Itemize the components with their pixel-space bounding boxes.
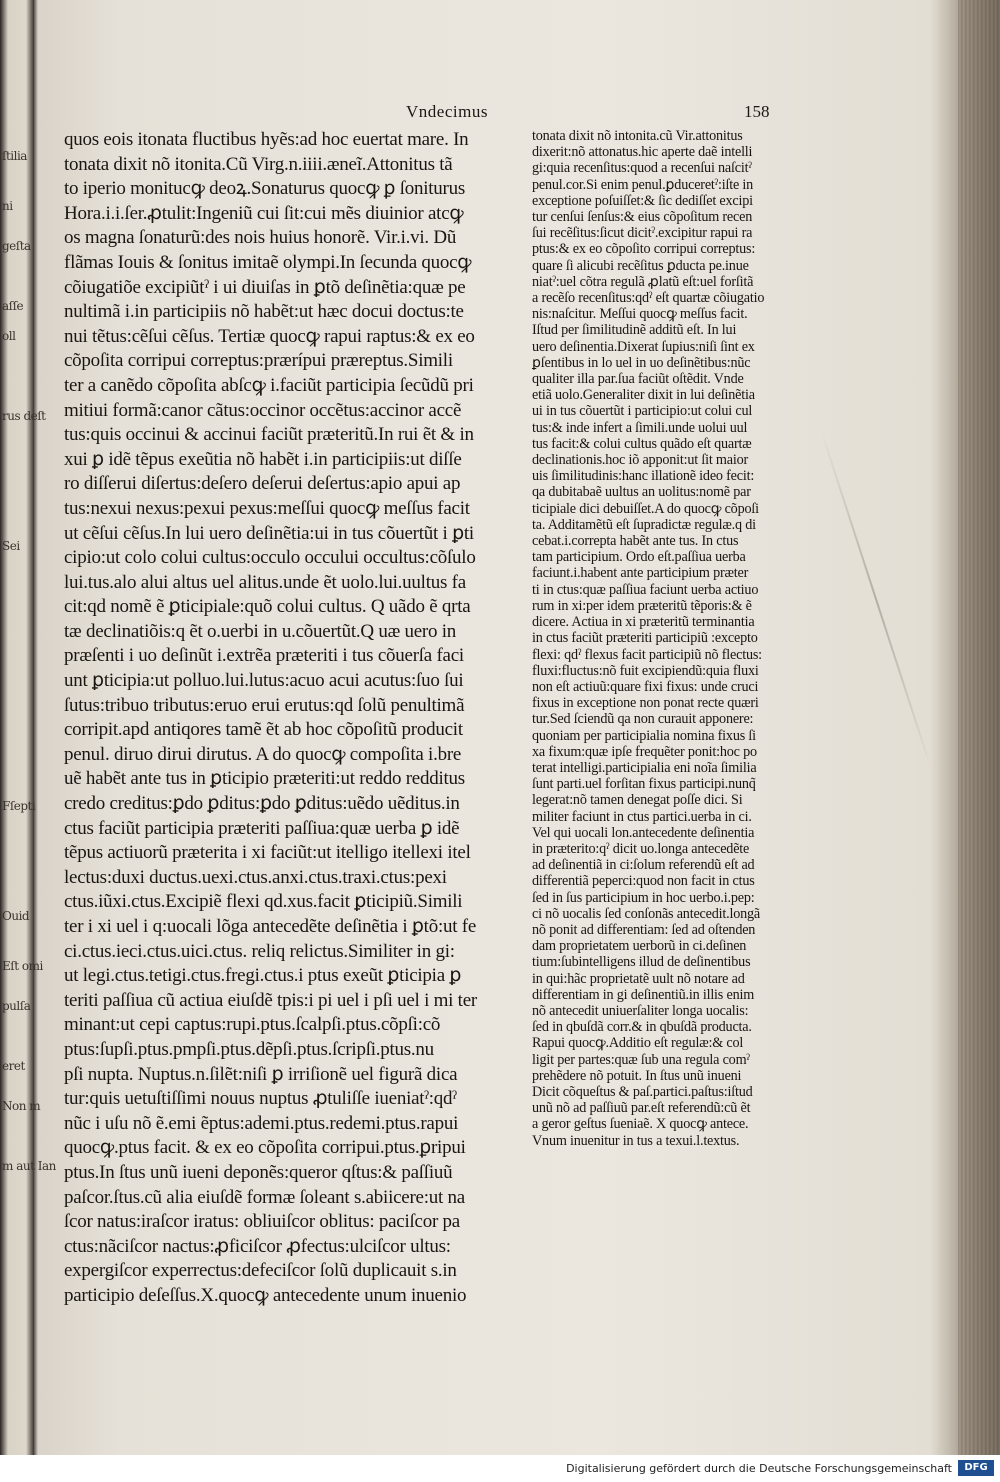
text-line: corripit.apd antiqores tamẽ ẽt ab hoc cõpoſitũ producit bbox=[64, 719, 463, 741]
facing-page-fragment: Fſepti bbox=[2, 799, 36, 813]
text-line: unũ nõ ad paſſiuũ par.eſt referendũ:cũ ẽt bbox=[532, 1100, 751, 1117]
text-line: flexi: qdˀ flexus facit participiũ nõ flectus: bbox=[532, 646, 762, 663]
text-line: qualiter illa par.ſua faciũt oſtẽdit. Vnde bbox=[532, 371, 744, 388]
text-line: Vnum inuenitur in tus a texui.l.textus. bbox=[532, 1132, 740, 1149]
text-line: in ctus faciũt præteriti participiũ :excepto bbox=[532, 630, 758, 647]
facing-page-fragment: oll bbox=[2, 329, 16, 343]
text-line: tur:quis uetuſtiſſimi nouus nuptus ꝓtuliſſe iueniatˀ:qdˀ bbox=[64, 1088, 457, 1110]
facing-page-fragment: Sei bbox=[2, 539, 20, 553]
text-line: tur cenſui ſenſus:& eius cõpoſitum recen bbox=[532, 209, 753, 226]
facing-page-fragment: Non m bbox=[2, 1099, 41, 1113]
text-line: ut cẽſui cẽſus.In lui uero deſinẽtia:ui in tus cõuertũt i ꝑti bbox=[64, 522, 474, 544]
text-line: prehẽdere nõ potuit. In ſtus unũ inueni bbox=[532, 1067, 742, 1084]
facing-page-edge bbox=[0, 0, 56, 1455]
text-line: xa fixum:quæ ipſe frequẽter ponit:hoc po bbox=[532, 743, 757, 760]
facing-page-fragment: Ouid bbox=[2, 909, 30, 923]
text-line: non eſt actiuũ:quare fixi fixus: unde cruci bbox=[532, 678, 759, 695]
facing-page-fragment: ni bbox=[2, 199, 13, 213]
text-line: penul.cor.Si enim penul.ꝑduceretˀ:iſte in bbox=[532, 176, 754, 193]
text-line: participio deſeſſus.X.quocꝙ antecedente unum inuenio bbox=[64, 1284, 467, 1306]
text-line: in præterito:qˀ dicit uo.longa antecedẽte bbox=[532, 840, 750, 857]
text-line: ſed in qbuſdã corr.& in qbuſdã producta. bbox=[532, 1019, 752, 1036]
text-line: gi:quia recenſitus:quod a recenſui naſcitˀ bbox=[532, 160, 752, 177]
text-line: ſui recẽſitus:ſicut dicitˀ.excipitur rapui ra bbox=[532, 225, 753, 242]
folio-number: 158 bbox=[744, 102, 770, 121]
text-line: ptus.In ſtus unũ iueni deponẽs:queror qſtus:& paſſiuũ bbox=[64, 1161, 453, 1183]
text-line: mitiui formã:canor cãtus:occinor occẽtus:accinor accẽ bbox=[64, 399, 462, 421]
text-line: differentiam in gi deſinentiũ.in illis enim bbox=[532, 986, 755, 1003]
text-line: in qui:hãc proprietatẽ uult nõ notare ad bbox=[532, 970, 745, 987]
text-line: militer faciunt in ctus partici.uerba in ci. bbox=[532, 808, 752, 825]
footer-credit: Digitalisierung gefördert durch die Deutsche Forschungsgemeinschaft bbox=[566, 1462, 952, 1475]
text-line: os magna ſonaturũ:des nois huius honorẽ. Vir.i.vi. Dũ bbox=[64, 227, 457, 249]
text-line: nõ antecedit uniuerſaliter longa uocalis: bbox=[532, 1002, 749, 1019]
text-line: tus:& inde infert a ſimili.unde uolui uul bbox=[532, 419, 748, 436]
text-line: dicere. Actiua in xi præteritũ terminantia bbox=[532, 614, 755, 631]
facing-page-fragment: aſſe bbox=[2, 299, 24, 313]
text-line: rum in xi:per idem præteritũ tẽporis:& ẽ bbox=[532, 597, 752, 614]
text-line: ꝑſentibus in lo uel in uo deſinẽtibus:nũc bbox=[532, 354, 751, 371]
digitization-footer bbox=[0, 1455, 1000, 1482]
text-line: ſutus:tribuo tributus:eruo erui erutus:qd ſolũ penultimã bbox=[64, 694, 465, 716]
running-title: Vndecimus bbox=[406, 102, 488, 121]
text-line: terat intelligi.participialia eni noĩa ſimilia bbox=[532, 759, 757, 776]
text-line: Iſtud per ſimilitudinẽ additũ eſt. In lui bbox=[532, 322, 737, 339]
facing-page-fragment: m aut Ian bbox=[2, 1159, 56, 1173]
text-line: lectus:duxi ductus.uexi.ctus.anxi.ctus.traxi.ctus:pexi bbox=[64, 866, 447, 888]
facing-page-fragment: Eſt omi bbox=[2, 959, 43, 973]
text-line: Hora.i.i.ſer.ꝓtulit:Ingeniũ cui ſit:cui mẽs diuinior atcꝙ bbox=[64, 202, 464, 224]
text-line: ui in tus cõuertũt i participio:ut colui cul bbox=[532, 403, 753, 420]
text-line: lui.tus.alo alui altus uel alitus.unde ẽt uolo.lui.uultus fa bbox=[64, 571, 466, 593]
text-line: cit:qd nomẽ ẽ ꝑticipiale:quõ colui cultus. Q uãdo ẽ qrta bbox=[64, 596, 471, 618]
text-line: quoniam per participialia nomina fixus ſi bbox=[532, 727, 756, 744]
facing-page-fragment: eret bbox=[2, 1059, 25, 1073]
text-line: tur.Sed ſciendũ qa non curauit apponere: bbox=[532, 711, 754, 728]
text-line: etiã uolo.Generaliter dixit in lui deſinẽtia bbox=[532, 387, 755, 404]
facing-page-fragment: geſta bbox=[2, 239, 31, 253]
text-line: dixerit:nõ attonatus.hic aperte daẽ intelli bbox=[532, 144, 753, 161]
text-line: a geror geſtus ſueniaẽ. X quocꝙ antece. bbox=[532, 1116, 749, 1133]
text-line: expergiſcor experrectus:defeciſcor ſolũ duplicauit s.in bbox=[64, 1260, 457, 1282]
text-line: uis ſimilitudinis:hanc illationẽ ideo fecit: bbox=[532, 468, 755, 485]
text-line: legerat:nõ tamen denegat poſſe dici. Si bbox=[532, 792, 743, 809]
text-line: a recẽſo recenſitus:qdˀ eſt quartæ cõiugatio bbox=[532, 290, 765, 307]
text-line: nultimã i.in participiis nõ habẽt:ut hæc docui doctus:te bbox=[64, 301, 464, 323]
facing-page-fragment: pulſa bbox=[2, 999, 31, 1013]
text-line: ticipiale dici debuiſſet.A do quocꝙ cõpoſi bbox=[532, 500, 759, 517]
text-line: ci.ctus.ieci.ctus.uici.ctus. reliq relictus.Similiter in gi: bbox=[64, 940, 455, 962]
text-line: uẽ habẽt ante tus in ꝑticipio præteriti:ut reddo redditus bbox=[64, 768, 465, 790]
text-line: ptus:& ex eo cõpoſito corripui correptus: bbox=[532, 241, 756, 258]
text-line: quare ſi alicubi recẽſitus ꝑducta pe.inue bbox=[532, 257, 749, 274]
text-line: exceptione poſuiſſet:& ſic dediſſet excipi bbox=[532, 192, 753, 209]
text-line: cipio:ut colo colui cultus:occulo occului occultus:cõſulo bbox=[64, 547, 476, 569]
text-line: nõ ponit ad differentiam: ſed ad oſtenden bbox=[532, 921, 756, 938]
text-line: tẽpus actiuorũ præterita i xi faciũt:ut itelligo itellexi itel bbox=[64, 842, 471, 864]
text-line: ut legi.ctus.tetigi.ctus.fregi.ctus.i ptus exeũt ꝑticipia ꝑ bbox=[64, 965, 462, 987]
text-line: unt ꝑticipia:ut polluo.lui.lutus:acuo acui acutus:ſuo ſui bbox=[64, 670, 464, 692]
text-line: ta. Additamẽtũ eſt ſupradictæ regulæ.q di bbox=[532, 516, 756, 533]
text-line: minant:ut cepi captus:rupi.ptus.ſcalpſi.ptus.cõpſi:cõ bbox=[64, 1014, 441, 1036]
text-line: declinationis.hoc iõ apponit:ut ſit maior bbox=[532, 452, 749, 469]
text-line: xui ꝑ idẽ tẽpus exeũtia nõ habẽt i.in participiis:ut diſſe bbox=[64, 448, 462, 470]
text-line: flãmas Iouis & ſonitus imitaẽ olympi.In ſecunda quocꝙ bbox=[64, 251, 472, 273]
text-line: ci nõ uocalis ſed conſonãs antecedit.longã bbox=[532, 905, 760, 922]
text-line: Rapui quocꝙ.Additio eſt regulæ:& col bbox=[532, 1035, 744, 1052]
text-line: ctus.iũxi.ctus.Excipiẽ flexi qd.xus.facit ꝑticipiũ.Simili bbox=[64, 891, 463, 913]
text-line: qa dubitabaẽ uultus an uolitus:nomẽ par bbox=[532, 484, 751, 501]
text-line: paſcor.ſtus.cũ alia eiuſdẽ formæ ſoleant s.abiicere:ut na bbox=[64, 1186, 465, 1208]
text-line: tam participium. Ordo eſt.paſſiua uerba bbox=[532, 549, 746, 566]
text-line: tæ declinatiõis:q ẽt o.uerbi in u.cõuertũt.Q uæ uero in bbox=[64, 620, 457, 642]
text-line: pſi nupta. Nuptus.n.ſilẽt:niſi ꝑ irriſionẽ uel figurã dica bbox=[64, 1063, 458, 1085]
text-line: credo creditus:ꝑdo ꝑditus:ꝑdo ꝑditus:uẽdo uẽditus.in bbox=[64, 793, 460, 815]
text-line: tonata dixit nõ itonita.Cũ Virg.n.iiii.æneĩ.Attonitus tã bbox=[64, 153, 453, 175]
text-line: nũc i uſu nõ ẽ.emi ẽptus:ademi.ptus.redemi.ptus.rapui bbox=[64, 1112, 459, 1134]
text-line: ro diſſerui diſertus:deſero deſerui deſertus:apio apui ap bbox=[64, 473, 461, 495]
text-line: cõiugatiõe excipiũtˀ i ui diuiſas in ꝑtõ deſinẽtia:quæ pe bbox=[64, 276, 466, 298]
text-line: ſcor natus:iraſcor iratus: obliuiſcor oblitus: paciſcor pa bbox=[64, 1211, 460, 1233]
text-line: ad deſinentiã in ci:ſolum referendũ eſt ad bbox=[532, 857, 755, 874]
text-line: tus:quis occinui & accinui faciũt præteritũ.In rui ẽt & in bbox=[64, 424, 474, 446]
text-line: cõpoſita corripui correptus:prærípui præreptus.Simili bbox=[64, 350, 453, 372]
main-text-column bbox=[64, 128, 534, 1309]
text-line: teriti paſſiua cũ actiua eiuſdẽ tpis:i pi uel i pſi uel i mi ter bbox=[64, 989, 477, 1011]
text-line: faciunt.i.habent ante participium præter bbox=[532, 565, 749, 582]
facing-page-fragment: rus deſt bbox=[2, 409, 46, 423]
text-line: ſed in ſus participium in hoc uerbo.i.pep: bbox=[532, 889, 755, 906]
book-page bbox=[38, 14, 958, 1446]
text-line: quos eois itonata fluctibus hyẽs:ad hoc euertat mare. In bbox=[64, 129, 469, 150]
text-line: quocꝙ.ptus facit. & ex eo cõpoſita corripui.ptus.ꝑripui bbox=[64, 1137, 466, 1159]
commentary-column bbox=[532, 128, 822, 1149]
text-line: uero deſinentia.Dixerat ſupius:niſi ſint ex bbox=[532, 338, 755, 355]
facing-page-fragment: ſtilia bbox=[2, 149, 27, 163]
text-line: tus facit:& colui cultus quãdo eſt quartæ bbox=[532, 435, 752, 452]
page-header bbox=[38, 102, 958, 126]
text-line: Dicit cõqueſtus & paſ.partici.paſtus:iſtud bbox=[532, 1083, 753, 1100]
text-line: dam proprietatem uerborũ in ci.deſinen bbox=[532, 938, 747, 955]
text-line: penul. diruo dirui dirutus. A do quocꝙ compoſita i.bre bbox=[64, 743, 462, 765]
text-line: ligit per partes:quæ ſub una regula comˀ bbox=[532, 1051, 750, 1068]
text-line: ſunt parti.uel forſitan fixus participi.nunq̃ bbox=[532, 776, 756, 793]
text-line: ctus faciũt participia præteriti paſſiua:quæ uerba ꝑ idẽ bbox=[64, 817, 460, 839]
text-line: Vel qui uocali lon.antecedente deſinentia bbox=[532, 824, 755, 841]
text-line: fixus in exceptione non ponat recte quæri bbox=[532, 695, 759, 712]
text-line: tium:ſubintelligens illud de deſinentibus bbox=[532, 954, 751, 971]
text-line: differentiã peperci:quod non facit in ctus bbox=[532, 873, 755, 890]
text-line: nis:naſcitur. Meſſui quocꝙ meſſus facit. bbox=[532, 306, 748, 323]
text-line: ti in ctus:quæ paſſiua faciunt uerba actiuo bbox=[532, 581, 759, 598]
text-line: tus:nexui nexus:pexui pexus:meſſui quocꝙ meſſus facit bbox=[64, 497, 470, 519]
page-block-edge bbox=[958, 0, 1000, 1455]
dfg-logo-icon: DFG bbox=[958, 1460, 994, 1476]
text-line: præſenti i uo deſinũt i.extrẽa præteriti i tus cõuerſa faci bbox=[64, 645, 464, 667]
text-line: tonata dixit nõ intonita.cũ Vir.attonitus bbox=[532, 128, 743, 144]
text-line: nui tẽtus:cẽſui cẽſus. Tertiæ quocꝙ rapui raptus:& ex eo bbox=[64, 325, 475, 347]
text-line: to iperio monitucꝙ deoꝝ.Sonaturus quocꝙ ꝑ ſoniturus bbox=[64, 178, 465, 200]
text-line: fluxi:fluctus:nõ fuit excipiendũ:quia fluxi bbox=[532, 662, 759, 679]
text-line: ter a canẽdo cõpoſita abſcꝙ i.faciũt participia ſecũdũ pri bbox=[64, 374, 474, 396]
text-line: ter i xi uel i q:uocali lõga antecedẽte deſinẽtia i ꝑtõ:ut fe bbox=[64, 916, 477, 937]
text-line: ptus:ſupſi.ptus.pmpſi.ptus.dẽpſi.ptus.ſcripſi.ptus.nu bbox=[64, 1038, 434, 1060]
text-line: niatˀ:uel cõtra regulã ꝓlatũ eſt:uel forſitã bbox=[532, 273, 754, 290]
text-line: ctus:nãciſcor nactus:ꝓficiſcor ꝓfectus:ulciſcor ultus: bbox=[64, 1235, 451, 1257]
text-line: cebat.i.correpta habẽt ante tus. In ctus bbox=[532, 533, 739, 550]
